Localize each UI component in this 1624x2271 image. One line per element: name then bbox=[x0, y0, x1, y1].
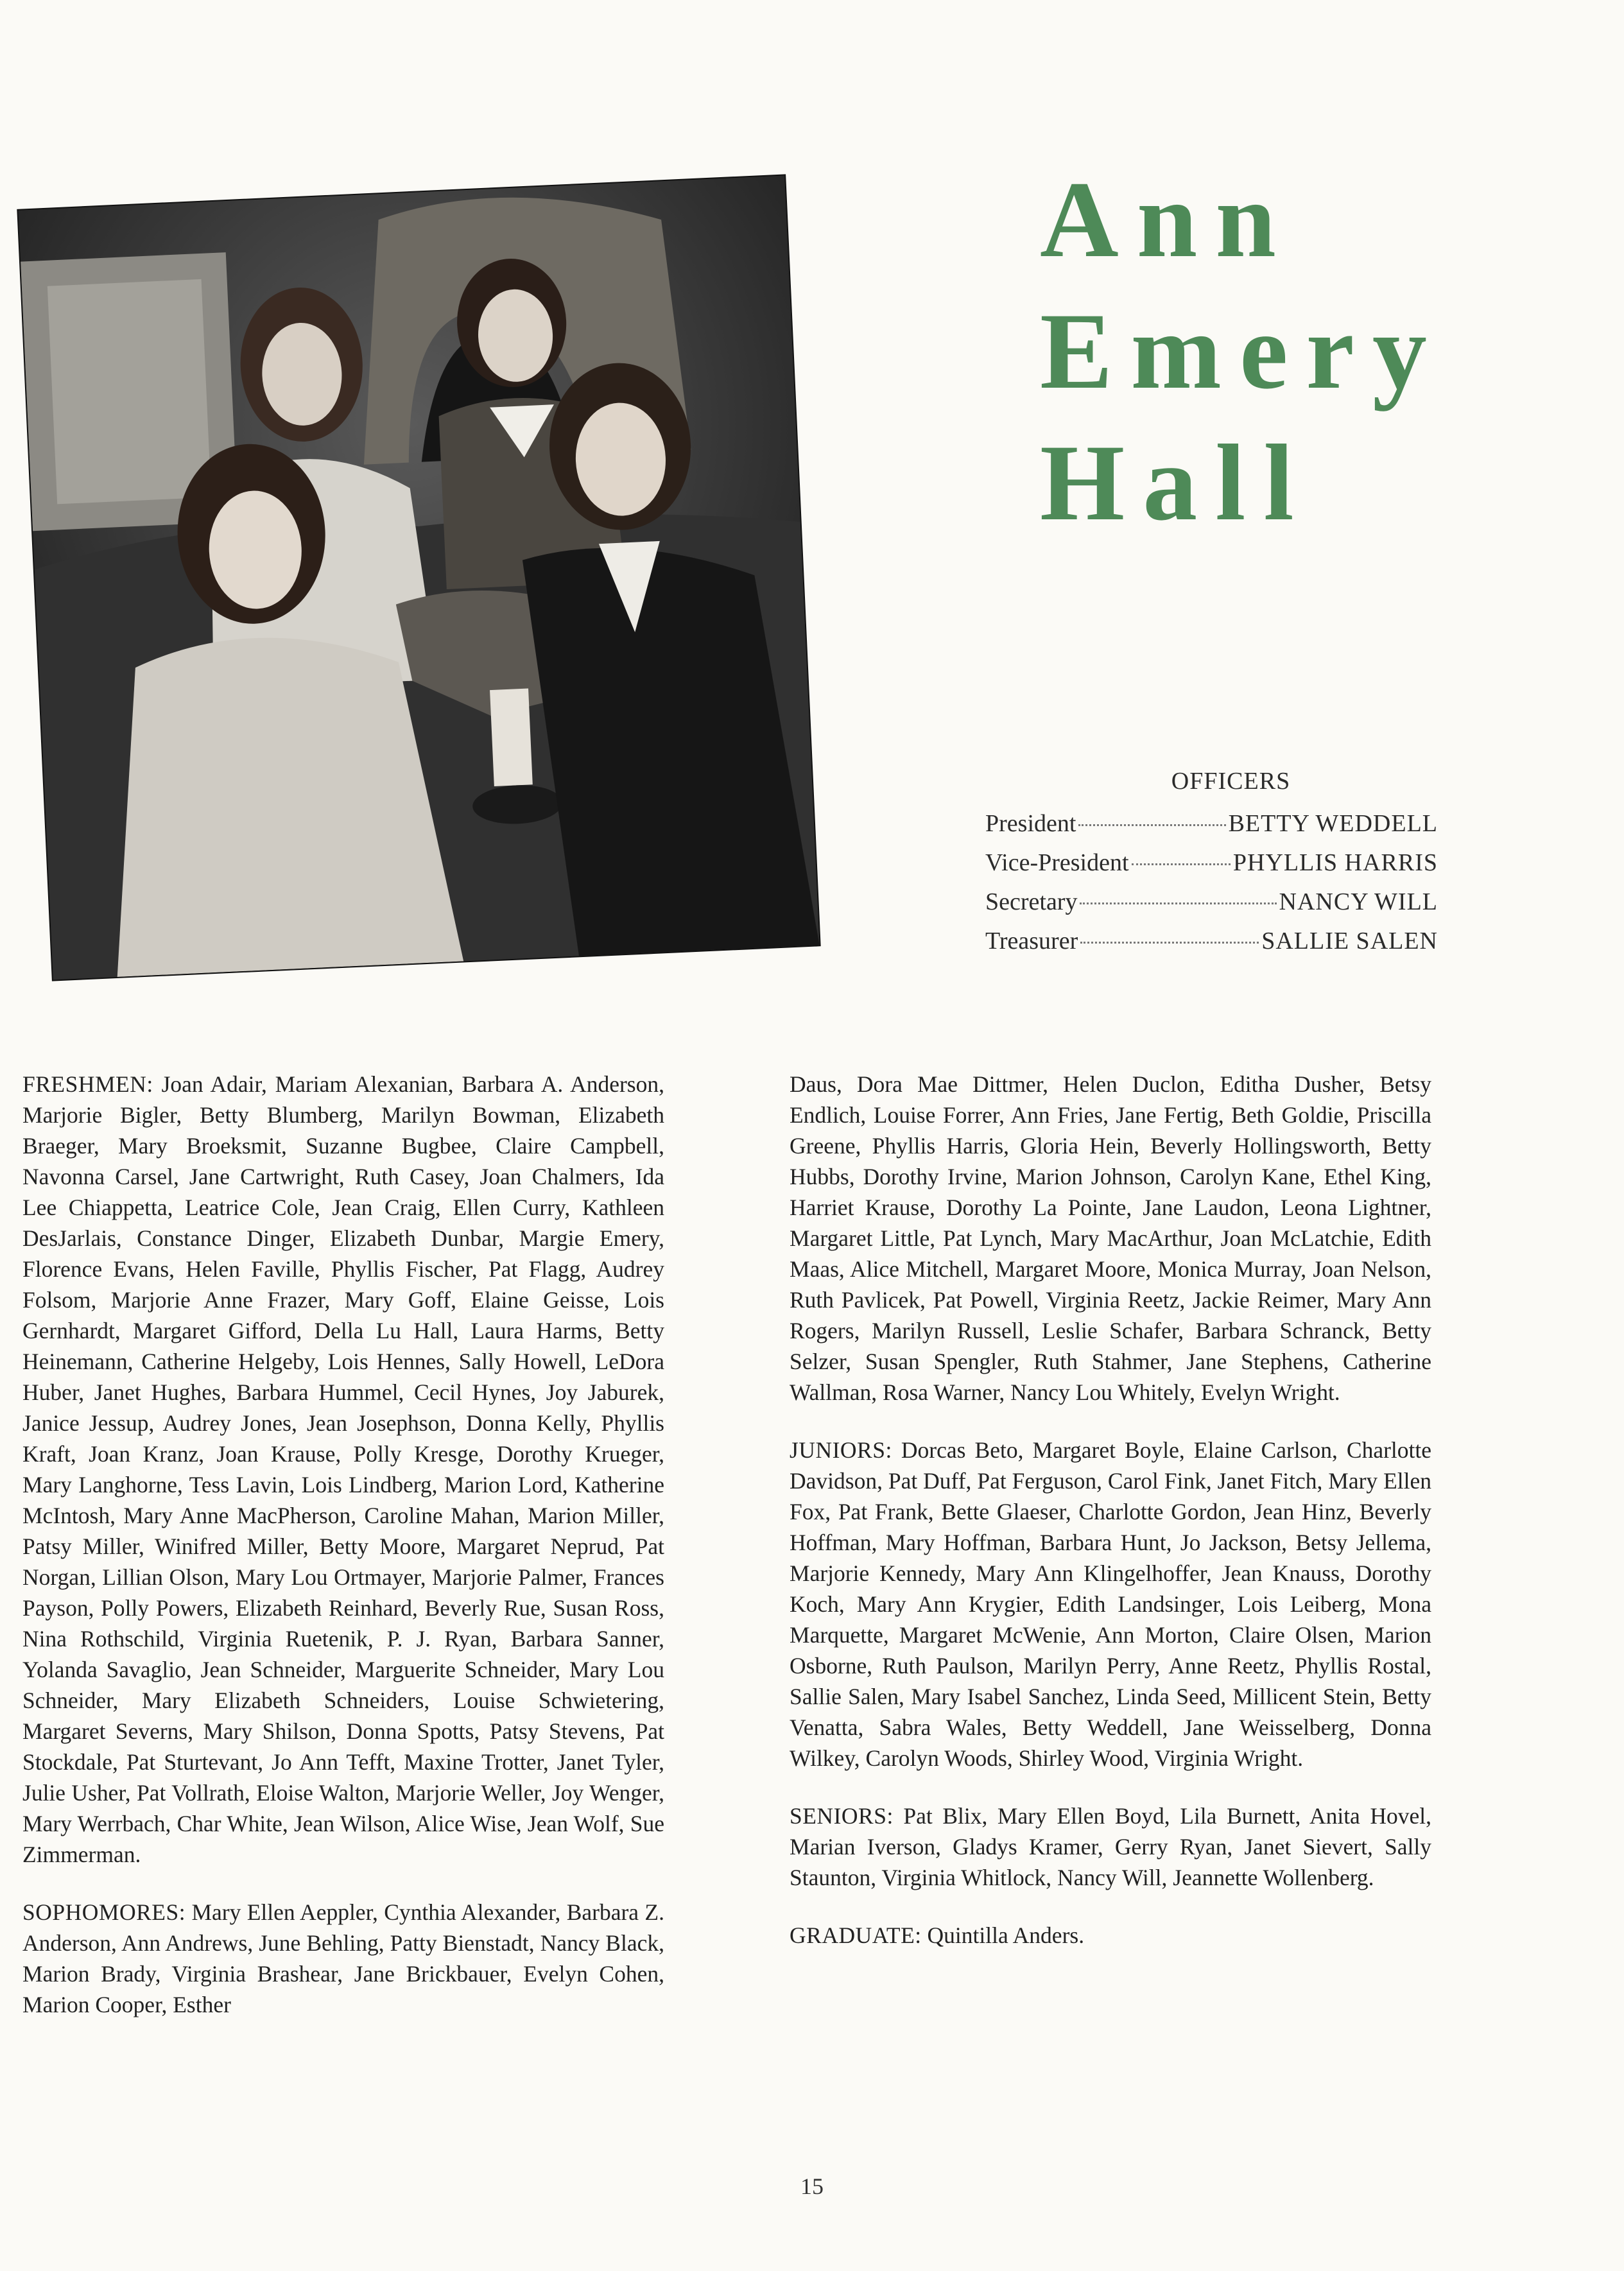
leader-dots bbox=[1132, 863, 1231, 865]
freshmen-paragraph bbox=[22, 1069, 664, 1870]
sophomores-names-end: Daus, Dora Mae Dittmer, Helen Duclon, Editha Dusher, Betsy Endlich, Louise Forrer, Ann Fries, Jane Fertig, Beth Goldie, Priscilla Greene, Phyllis Harris, Gloria Hein, Beverly Hollingsworth, Betty Hubbs, Dorothy Irvine, Marion Johnson, Carolyn Kane, Ethel King, Harriet Krause, Dorothy La Pointe, Jane Laudon, Leona Lightner, Margaret Little, Pat Lynch, Mary MacArthur, Joan McLatchie, Edith Maas, Alice Mitchell, Margaret Moore, Monica Murray, Joan Nelson, Ruth Pavlicek, Pat Powell, Virginia Reetz, Jackie Reimer, Mary Ann Rogers, Marilyn Russell, Leslie Schafer, Barbara Schranck, Betty Selzer, Susan Spengler, Ruth Stahmer, Jane Stephens, Catherine Wallman, Rosa Warner, Nancy Lou Whitely, Evelyn Wright. bbox=[790, 1071, 1431, 1405]
officer-role: Vice-President bbox=[985, 849, 1129, 876]
officers-block bbox=[985, 767, 1438, 966]
officer-row-president bbox=[985, 809, 1438, 849]
officer-name: NANCY WILL bbox=[1279, 888, 1438, 915]
juniors-names: Dorcas Beto, Margaret Boyle, Elaine Carlson, Charlotte Davidson, Pat Duff, Pat Ferguson, Carol Fink, Janet Fitch, Mary Ellen Fox, Pat Frank, Bette Glaeser, Charlotte Gordon, Jean Hinz, Beverly Hoffman, Mary Hoffman, Barbara Hunt, Jo Jackson, Betsy Jellema, Marjorie Kennedy, Mary Ann Klingelhoffer, Jean Knauss, Dorothy Koch, Mary Ann Krygier, Edith Landsinger, Lois Leiberg, Mona Marquette, Margaret McWenie, Ann Morton, Claire Olsen, Marion Osborne, Ruth Paulson, Marilyn Perry, Anne Reetz, Phyllis Rostal, Sallie Salen, Mary Isabel Sanchez, Linda Seed, Millicent Stein, Betty Venatta, Sabra Wales, Betty Weddell, Jane Weisselberg, Donna Wilkey, Carolyn Woods, Shirley Wood, Virginia Wright. bbox=[790, 1437, 1432, 1771]
seniors-names: Pat Blix, Mary Ellen Boyd, Lila Burnett, Anita Hovel, Marian Iverson, Gladys Kramer, Gerry Ryan, Janet Sievert, Sally Staunton, Virginia Whitlock, Nancy Will, Jeannette Wollenberg. bbox=[790, 1803, 1432, 1890]
officer-name: PHYLLIS HARRIS bbox=[1232, 849, 1438, 876]
hall-title bbox=[1040, 154, 1445, 549]
graduate-label: GRADUATE: bbox=[790, 1922, 922, 1948]
sophomores-label: SOPHOMORES: bbox=[22, 1899, 186, 1925]
title-line-2: Emery bbox=[1040, 291, 1445, 411]
title-line-3: Hall bbox=[1040, 422, 1312, 543]
freshmen-names: Joan Adair, Mariam Alexanian, Barbara A. Anderson, Marjorie Bigler, Betty Blumberg, Marilyn Bowman, Elizabeth Braeger, Mary Broeksmit, Suzanne Bugbee, Claire Campbell, Navonna Carsel, Jane Cartwright, Ruth Casey, Joan Chalmers, Ida Lee Chiappetta, Leatrice Cole, Jean Craig, Ellen Curry, Kathleen DesJarlais, Constance Dinger, Elizabeth Dunbar, Margie Emery, Florence Evans, Helen Faville, Phyllis Fischer, Pat Flagg, Audrey Folsom, Marjorie Anne Frazer, Mary Goff, Elaine Geisse, Lois Gernhardt, Margaret Gifford, Della Lu Hall, Laura Harms, Betty Heinemann, Catherine Helgeby, Lois Hennes, Sally Howell, LeDora Huber, Janet Hughes, Barbara Hummel, Cecil Hynes, Joy Jaburek, Janice Jessup, Audrey Jones, Jean Josephson, Donna Kelly, Phyllis Kraft, Joan Kranz, Joan Krause, Polly Kresge, Dorothy Krueger, Mary Langhorne, Tess Lavin, Lois Lindberg, Marion Lord, Katherine McIntosh, Mary Anne MacPherson, Caroline Mahan, Marion Miller, Patsy Miller, Winifred Miller, Betty Moore, Margaret Neprud, Pat Norgan, Lillian Olson, Mary Lou Ortmayer, Marjorie Palmer, Frances Payson, Polly Powers, Elizabeth Reinhard, Beverly Rue, Susan Ross, Nina Rothschild, Virginia Ruetenik, P. J. Ryan, Barbara Sanner, Yolanda Savaglio, Jean Schneider, Marguerite Schneider, Mary Lou Schneider, Mary Elizabeth Schneiders, Louise Schwietering, Margaret Severns, Mary Shilson, Donna Spotts, Patsy Stevens, Pat Stockdale, Pat Sturtevant, Jo Ann Tefft, Maxine Trotter, Janet Tyler, Julie Usher, Pat Vollrath, Eloise Walton, Marjorie Weller, Joy Wenger, Mary Werrbach, Char White, Jean Wilson, Alice Wise, Jean Wolf, Sue Zimmerman. bbox=[22, 1071, 665, 1867]
officer-role: President bbox=[985, 810, 1076, 837]
title-line-1: Ann bbox=[1040, 159, 1294, 280]
right-column bbox=[790, 1069, 1431, 1978]
officer-role: Treasurer bbox=[985, 928, 1078, 954]
group-photo bbox=[18, 176, 819, 980]
officer-name: SALLIE SALEN bbox=[1261, 928, 1438, 954]
leader-dots bbox=[1080, 942, 1259, 944]
group-photo-image bbox=[18, 176, 819, 980]
seniors-paragraph bbox=[790, 1800, 1431, 1893]
officers-heading: OFFICERS bbox=[1171, 768, 1291, 795]
leader-dots bbox=[1078, 824, 1225, 826]
officer-row-treasurer bbox=[985, 927, 1438, 966]
leader-dots bbox=[1080, 902, 1276, 904]
officer-row-vice-president bbox=[985, 849, 1438, 888]
officer-name: BETTY WEDDELL bbox=[1228, 810, 1438, 837]
left-column bbox=[22, 1069, 664, 2047]
sophomores-names-start: Mary Ellen Aeppler, Cynthia Alexander, Barbara Z. Anderson, Ann Andrews, June Behling, Patty Bienstadt, Nancy Black, Marion Brady, Virginia Brashear, Jane Brickbauer, Evelyn Cohen, Marion Cooper, Esther bbox=[22, 1899, 664, 2017]
sophomores-paragraph bbox=[22, 1897, 664, 2020]
juniors-paragraph bbox=[790, 1435, 1431, 1774]
juniors-label: JUNIORS: bbox=[790, 1437, 892, 1463]
freshmen-label: FRESHMEN: bbox=[22, 1071, 153, 1097]
graduate-names: Quintilla Anders. bbox=[927, 1922, 1085, 1948]
page-number: 15 bbox=[800, 2173, 824, 2199]
sophomores-continued bbox=[790, 1069, 1431, 1408]
officer-row-secretary bbox=[985, 888, 1438, 927]
graduate-paragraph bbox=[790, 1920, 1431, 1951]
seniors-label: SENIORS: bbox=[790, 1803, 894, 1829]
officer-role: Secretary bbox=[985, 888, 1078, 915]
